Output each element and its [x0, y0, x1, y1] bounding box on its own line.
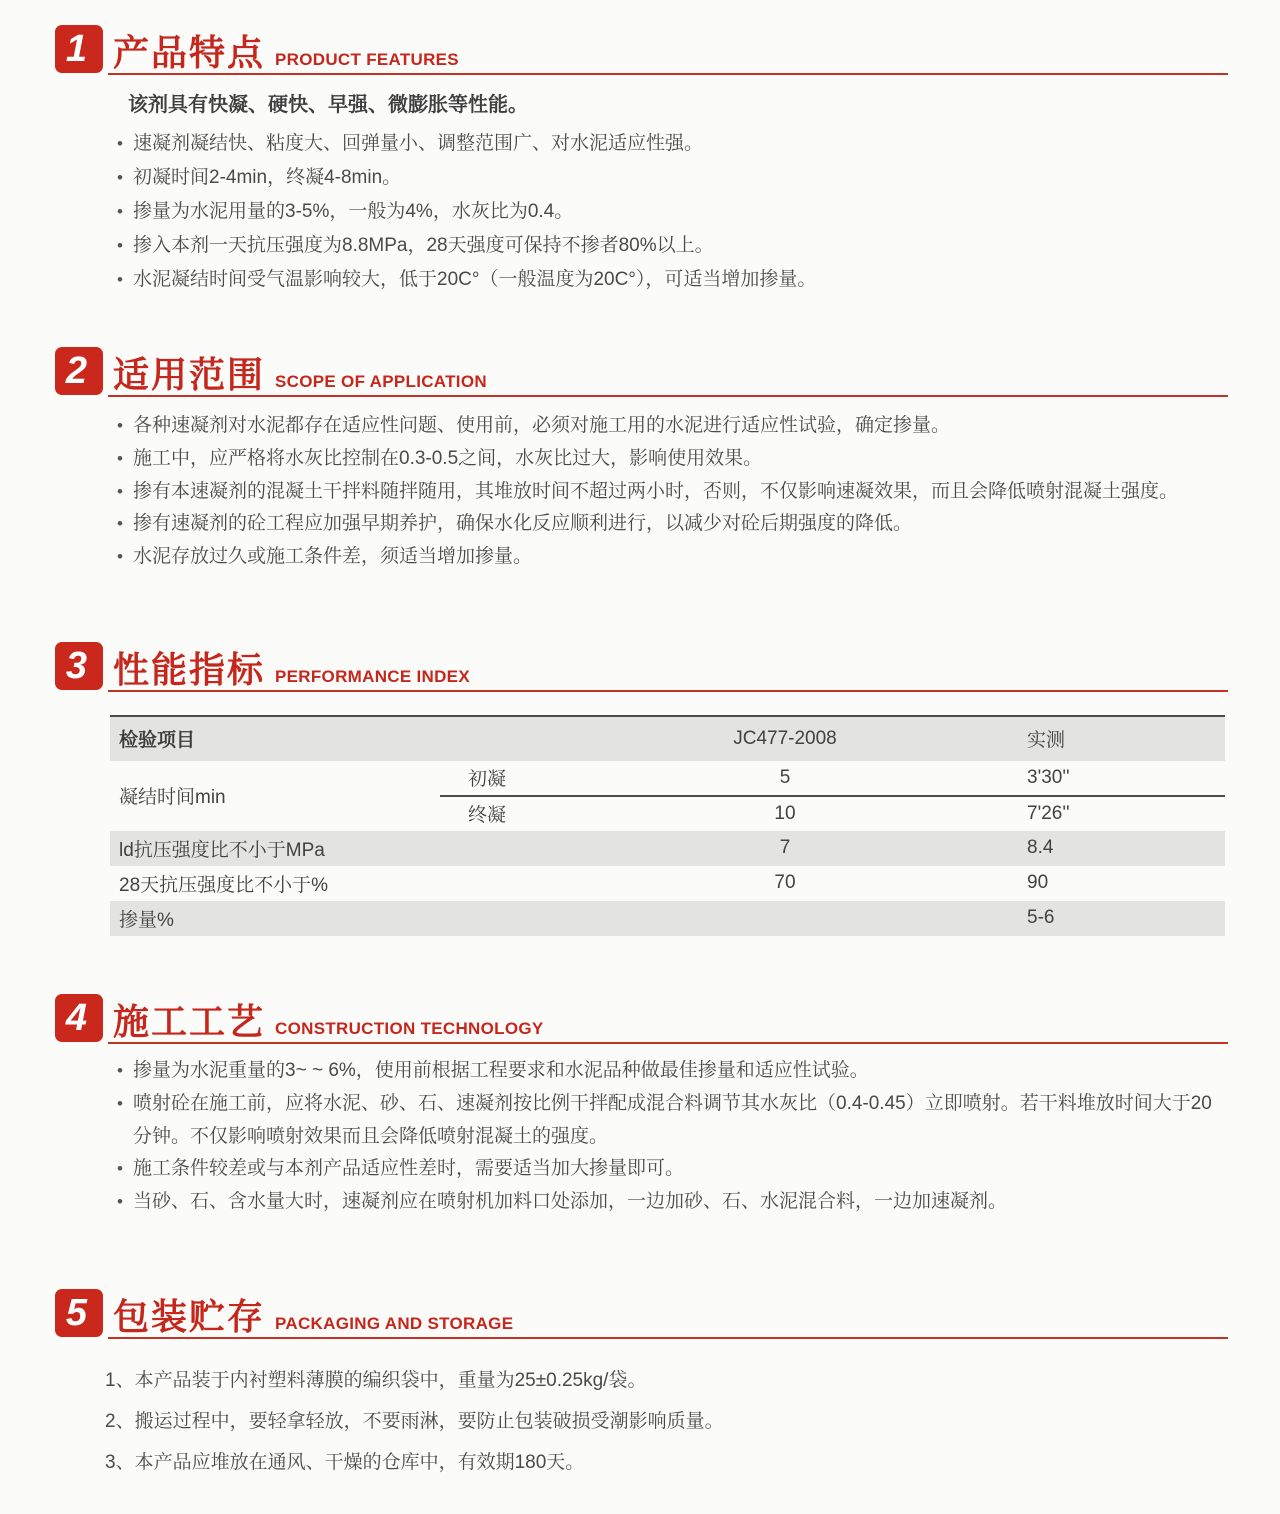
header-underline: [108, 395, 1228, 397]
header-underline: [108, 1337, 1228, 1339]
bullet-item: • 施工条件较差或与本剂产品适应性差时，需要适当加大掺量即可。: [115, 1153, 1228, 1186]
section-construction-technology: [0, 994, 1280, 1219]
section-number: 4: [65, 996, 88, 1039]
cell-measured-value: 90: [1027, 872, 1049, 894]
bullet-item: • 掺量为水泥用量的3-5%，一般为4%，水灰比为0.4。: [115, 195, 1228, 229]
section-5-header: [55, 1289, 1228, 1338]
col-header-measured: 实测: [1027, 730, 1066, 752]
bullet-item: • 掺有本速凝剂的混凝土干拌料随拌随用，其堆放时间不超过两小时，否则，不仅影响速凝效果，而且会降低喷射混凝土强度。: [115, 476, 1228, 509]
section-number: 1: [65, 28, 88, 70]
col-header-test-item: 检验项目: [119, 730, 196, 752]
cell-sub-label: 终凝: [468, 805, 507, 827]
features-intro-text: 该剂具有快凝、硬快、早强、微膨胀等性能。: [128, 94, 528, 116]
cell-item-label: 28天抗压强度比不小于%: [119, 874, 329, 896]
section-title-zh: 产品特点: [113, 32, 266, 74]
section-number: 3: [65, 644, 88, 687]
bullet-item: • 各种速凝剂对水泥都存在适应性问题、使用前，必须对施工用的水泥进行适应性试验，确定掺量。: [115, 410, 1228, 443]
section-1-number-badge: [55, 25, 103, 73]
section-5-titles: [113, 1297, 513, 1337]
bullet-item: • 施工中，应严格将水灰比控制在0.3-0.5之间，水灰比过大，影响使用效果。: [115, 443, 1228, 476]
construction-bullet-list: [115, 1055, 1228, 1219]
section-2-titles: [113, 355, 487, 395]
section-3-titles: [113, 650, 470, 690]
section-1-titles: [113, 33, 459, 73]
section-5-number-badge: [55, 1289, 103, 1337]
numbered-item: 1、本产品装于内衬塑料薄膜的编织袋中，重量为25±0.25kg/袋。: [105, 1369, 647, 1391]
cell-item-label: ld抗压强度比不小于MPa: [119, 839, 325, 861]
section-title-en: PERFORMANCE INDEX: [275, 667, 470, 687]
cell-standard-value: 7: [779, 837, 791, 859]
cell-standard-value: 5: [555, 761, 1015, 796]
cell-item-label: 凝结时间min: [119, 787, 226, 809]
cell-standard-value: 70: [774, 872, 796, 894]
bullet-item: • 掺入本剂一天抗压强度为8.8MPa，28天强度可保持不掺者80%以上。: [115, 229, 1228, 263]
table-row-setting-time-initial: [110, 761, 1225, 796]
bullet-item: • 掺有速凝剂的砼工程应加强早期养护，确保水化反应顺利进行，以减少对砼后期强度的降低。: [115, 508, 1228, 541]
section-1-header: [55, 25, 1228, 74]
section-title-zh: 适用范围: [113, 354, 266, 396]
bullet-item: • 水泥存放过久或施工条件差，须适当增加掺量。: [115, 541, 1228, 574]
table-row-1d-strength: [110, 831, 1225, 866]
section-2-header: [55, 347, 1228, 396]
section-title-en: PACKAGING AND STORAGE: [275, 1314, 514, 1334]
header-underline: [108, 1042, 1228, 1044]
cell-standard-value: 10: [774, 802, 796, 824]
table-row-28d-strength: [110, 866, 1225, 901]
section-4-titles: [113, 1002, 544, 1042]
section-product-features: [0, 25, 1280, 297]
features-bullet-list: [115, 127, 1228, 297]
section-number: 5: [65, 1291, 88, 1334]
col-header-standard: JC477-2008: [733, 727, 837, 749]
scope-bullet-list: [115, 410, 1228, 574]
header-underline: [108, 690, 1228, 692]
bullet-item: • 喷射砼在施工前，应将水泥、砂、石、速凝剂按比例干拌配成混合料调节其水灰比（0.4-0.45）立即喷射。若干料堆放时间大于20分钟。不仅影响喷射效果而且会降低喷射混凝土的强度。: [115, 1088, 1228, 1154]
section-3-number-badge: [55, 642, 103, 690]
table-row-dosage: [110, 901, 1225, 936]
cell-measured-value: 7'26'': [1027, 802, 1070, 824]
performance-table: [110, 715, 1225, 936]
bullet-item: • 水泥凝结时间受气温影响较大，低于20C°（一般温度为20C°），可适当增加掺量。: [115, 263, 1228, 297]
numbered-item: 3、本产品应堆放在通风、干燥的仓库中，有效期180天。: [105, 1451, 585, 1473]
bullet-item: • 掺量为水泥重量的3~ ~ 6%，使用前根据工程要求和水泥品种做最佳掺量和适应性试验。: [115, 1055, 1228, 1088]
section-title-zh: 性能指标: [113, 649, 266, 691]
bullet-item: • 初凝时间2-4min，终凝4-8min。: [115, 161, 1228, 195]
header-underline: [108, 73, 1228, 75]
section-title-en: CONSTRUCTION TECHNOLOGY: [275, 1019, 544, 1039]
section-title-en: PRODUCT FEATURES: [275, 50, 459, 70]
section-3-header: [55, 642, 1228, 691]
section-title-zh: 包装贮存: [113, 1296, 266, 1338]
cell-item-label: 掺量%: [119, 909, 174, 931]
section-4-number-badge: [55, 994, 103, 1042]
cell-measured-value: 8.4: [1027, 837, 1054, 859]
bullet-item: • 速凝剂凝结快、粘度大、回弹量小、调整范围广、对水泥适应性强。: [115, 127, 1228, 161]
cell-sub-label: 初凝: [440, 761, 555, 796]
section-2-number-badge: [55, 347, 103, 395]
section-title-en: SCOPE OF APPLICATION: [275, 372, 487, 392]
section-packaging-and-storage: [0, 1289, 1280, 1483]
section-title-zh: 施工工艺: [113, 1001, 266, 1043]
numbered-item: 2、搬运过程中，要轻拿轻放，不要雨淋，要防止包装破损受潮影响质量。: [105, 1410, 724, 1432]
cell-measured-value: 5-6: [1027, 907, 1055, 929]
section-number: 2: [65, 350, 88, 392]
section-4-header: [55, 994, 1228, 1043]
bullet-item: • 当砂、石、含水量大时，速凝剂应在喷射机加料口处添加，一边加砂、石、水泥混合料，一边加速凝剂。: [115, 1186, 1228, 1219]
cell-measured-value: 3'30'': [1015, 761, 1225, 796]
section-scope-of-application: [0, 347, 1280, 574]
table-header-row: [110, 716, 1225, 761]
section-performance-index: [0, 642, 1280, 936]
packaging-item-list: [105, 1360, 1228, 1483]
cell-standard-value: [555, 901, 1015, 936]
